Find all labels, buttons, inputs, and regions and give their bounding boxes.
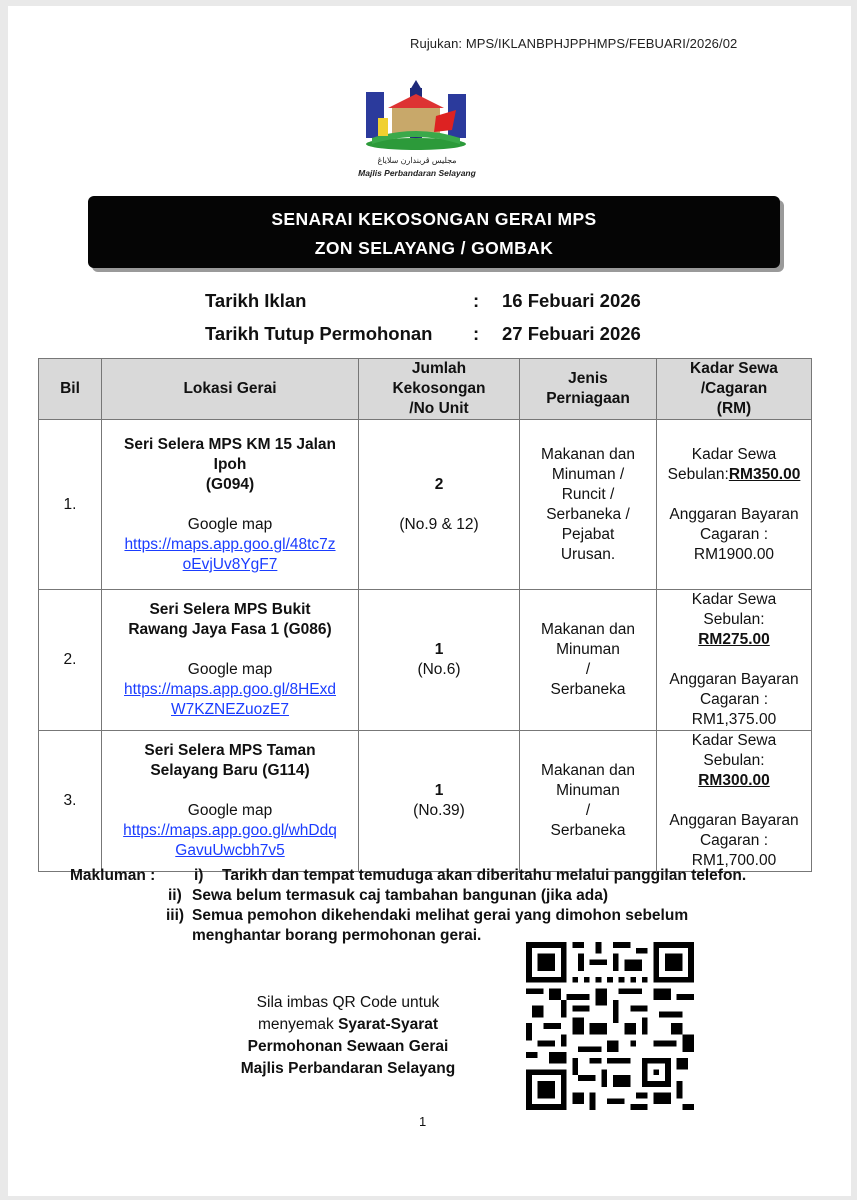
page-number: 1 xyxy=(419,1114,427,1129)
location-name: Selayang Baru (G114) xyxy=(150,762,310,779)
location-name: Rawang Jaya Fasa 1 (G086) xyxy=(128,621,332,638)
vacancy-cell xyxy=(359,731,520,872)
deposit-value: RM1,375.00 xyxy=(691,711,777,728)
logo-jawi-text: مجليس ڤربندارن سلاياڠ xyxy=(377,156,457,165)
note-number: ii) xyxy=(168,887,182,904)
location-name: Seri Selera MPS Bukit xyxy=(149,601,311,618)
header-jenis-line: Perniagaan xyxy=(546,390,630,407)
business-type-line: Serbaneka / xyxy=(546,505,630,523)
header-jenis xyxy=(520,359,657,420)
rent-cell xyxy=(657,590,812,731)
google-map-label: Google map xyxy=(187,802,273,819)
location-cell xyxy=(102,420,359,590)
note-number: iii) xyxy=(166,907,185,924)
rent-cell xyxy=(657,420,812,590)
stall-vacancy-table xyxy=(38,358,812,872)
table-header-row xyxy=(39,359,812,420)
google-map-label: Google map xyxy=(187,661,273,678)
business-type-line: / xyxy=(585,661,591,678)
row-number: 3. xyxy=(39,731,102,872)
location-code: (G094) xyxy=(205,475,255,493)
row-number: 1. xyxy=(39,420,102,590)
location-name: Seri Selera MPS Taman xyxy=(144,742,316,759)
map-link[interactable]: GavuUwcbh7v5 xyxy=(175,842,285,859)
header-bil: Bil xyxy=(39,359,102,420)
business-type-cell xyxy=(520,590,657,731)
deposit-label: Cagaran : xyxy=(699,832,769,849)
advert-date-value: 16 Febuari 2026 xyxy=(502,290,641,311)
qr-caption-line xyxy=(218,1014,478,1036)
rent-label: Kadar Sewa Sebulan: xyxy=(691,591,777,628)
note-number: i) xyxy=(194,867,204,884)
header-kadar xyxy=(657,359,812,420)
rent-label-line xyxy=(661,465,807,485)
business-type-line: Makanan dan xyxy=(541,445,635,463)
header-jumlah-line: /No Unit xyxy=(409,400,469,417)
logo-name-text: Majlis Perbandaran Selayang xyxy=(358,168,476,178)
closing-date-value: 27 Febuari 2026 xyxy=(502,323,641,344)
business-type-line: Makanan dan xyxy=(541,762,635,779)
vacancy-count: 1 xyxy=(434,641,444,658)
unit-numbers: (No.9 & 12) xyxy=(399,515,479,533)
business-type-line: Pejabat xyxy=(561,525,615,543)
business-type-line: / xyxy=(585,802,591,819)
business-type-line: Serbaneka xyxy=(550,822,626,839)
rent-cell xyxy=(657,731,812,872)
header-jenis-line: Jenis xyxy=(568,370,608,387)
qr-caption-text: menyemak xyxy=(257,1016,339,1033)
map-link[interactable]: https://maps.app.goo.gl/8HExd xyxy=(124,681,336,698)
rent-value: RM275.00 xyxy=(698,631,770,648)
header-lokasi: Lokasi Gerai xyxy=(102,359,359,420)
header-jumlah-line: Jumlah xyxy=(411,360,467,377)
header-jumlah-line: Kekosongan xyxy=(392,380,486,397)
header-jumlah xyxy=(359,359,520,420)
business-type-cell xyxy=(520,420,657,590)
table-row xyxy=(39,420,812,590)
business-type-cell xyxy=(520,731,657,872)
mps-emblem-icon xyxy=(352,80,482,156)
table-row xyxy=(39,731,812,872)
location-cell xyxy=(102,590,359,731)
closing-date-label: Tarikh Tutup Permohonan xyxy=(205,323,433,344)
map-link[interactable]: https://maps.app.goo.gl/whDdq xyxy=(123,822,337,839)
location-name: Ipoh xyxy=(213,455,247,473)
map-link[interactable]: https://maps.app.goo.gl/48tc7z xyxy=(124,535,336,553)
qr-caption-line: Sila imbas QR Code untuk xyxy=(256,994,440,1011)
deposit-label: Anggaran Bayaran xyxy=(669,671,799,688)
note-text: Sewa belum termasuk caj tambahan bangunan (jika ada) xyxy=(192,887,609,904)
rent-label: Sebulan: xyxy=(667,465,729,483)
mps-logo xyxy=(352,80,482,184)
table-row xyxy=(39,590,812,731)
business-type-line: Minuman xyxy=(556,641,620,658)
notes-label: Makluman : xyxy=(70,867,156,884)
deposit-value: RM1900.00 xyxy=(693,545,775,563)
qr-caption-bold: Syarat-Syarat xyxy=(338,1016,439,1033)
qr-caption-line: Permohonan Sewaan Gerai xyxy=(247,1038,449,1055)
business-type-line: Serbaneka xyxy=(550,681,626,698)
header-kadar-line: (RM) xyxy=(716,400,752,417)
vacancy-count: 2 xyxy=(434,475,444,493)
deposit-label: Cagaran : xyxy=(699,525,769,543)
business-type-line: Minuman xyxy=(556,782,620,799)
vacancy-count: 1 xyxy=(434,782,444,799)
banner-title-line1: SENARAI KEKOSONGAN GERAI MPS xyxy=(271,209,597,229)
deposit-label: Anggaran Bayaran xyxy=(669,812,799,829)
banner-title-line2: ZON SELAYANG / GOMBAK xyxy=(314,238,554,258)
header-kadar-line: Kadar Sewa /Cagaran xyxy=(690,360,778,397)
title-banner xyxy=(88,196,780,268)
qr-code-icon[interactable] xyxy=(526,942,694,1110)
note-text: Tarikh dan tempat temuduga akan diberitahu melalui panggilan telefon. xyxy=(222,867,747,884)
business-type-line: Runcit / xyxy=(561,485,615,503)
note-text: Semua pemohon dikehendaki melihat gerai yang dimohon sebelum xyxy=(192,907,689,924)
deposit-value: RM1,700.00 xyxy=(691,852,777,869)
deposit-label: Anggaran Bayaran xyxy=(669,505,799,523)
note-continuation: menghantar borang permohonan gerai. xyxy=(192,927,482,944)
business-type-line: Minuman / xyxy=(551,465,625,483)
rent-label: Kadar Sewa Sebulan: xyxy=(691,732,777,769)
rent-value: RM300.00 xyxy=(698,772,770,789)
map-link[interactable]: W7KZNEZuozE7 xyxy=(170,701,289,718)
map-link[interactable]: oEvjUv8YgF7 xyxy=(182,555,278,573)
business-type-line: Urusan. xyxy=(560,545,616,563)
colon: : xyxy=(473,323,480,344)
unit-numbers: (No.6) xyxy=(417,661,461,678)
rent-value: RM350.00 xyxy=(728,465,801,483)
reference-number: Rujukan: MPS/IKLANBPHJPPHMPS/FEBUARI/2026/02 xyxy=(410,36,738,51)
qr-caption xyxy=(218,992,478,1080)
row-number: 2. xyxy=(39,590,102,731)
business-type-line: Makanan dan xyxy=(541,621,635,638)
qr-caption-line: Majlis Perbandaran Selayang xyxy=(240,1060,456,1077)
location-name: Seri Selera MPS KM 15 Jalan xyxy=(124,435,336,453)
advert-date-label: Tarikh Iklan xyxy=(205,290,307,311)
google-map-label: Google map xyxy=(187,515,273,533)
deposit-label: Cagaran : xyxy=(699,691,769,708)
colon: : xyxy=(473,290,480,311)
vacancy-cell xyxy=(359,420,520,590)
unit-numbers: (No.39) xyxy=(413,802,465,819)
vacancy-cell xyxy=(359,590,520,731)
rent-label: Kadar Sewa xyxy=(691,445,777,463)
location-cell xyxy=(102,731,359,872)
